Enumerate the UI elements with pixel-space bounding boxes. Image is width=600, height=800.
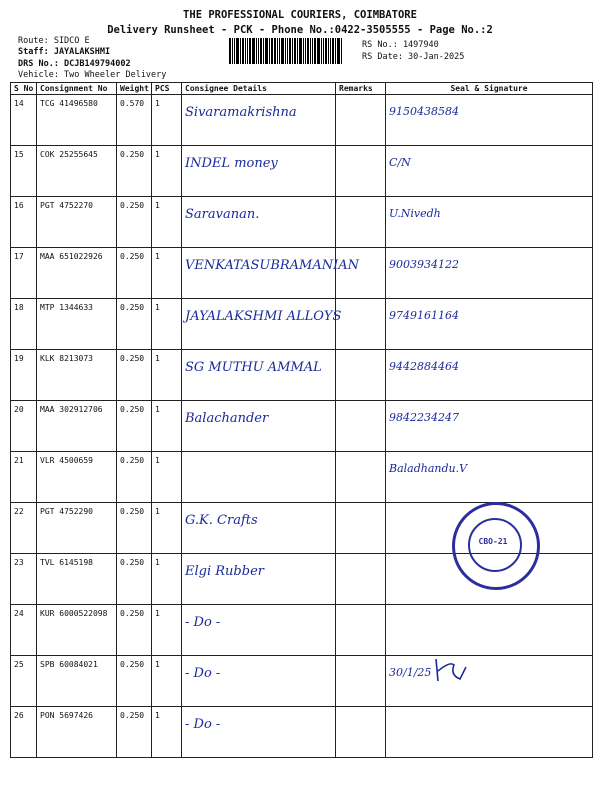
row-sno: 18 xyxy=(11,299,37,350)
vehicle-label: Vehicle: Two Wheeler Delivery xyxy=(18,70,167,80)
barcode xyxy=(229,38,354,64)
row-consignment: MAA 651022926 xyxy=(37,248,117,299)
table-row xyxy=(11,197,593,248)
table-row xyxy=(11,299,593,350)
runsheet-subtitle: Delivery Runsheet - PCK - Phone No.:0422-3505555 - Page No.:2 xyxy=(107,24,493,36)
row-consignee: VENKATASUBRAMANIAN xyxy=(182,248,336,299)
row-sno: 20 xyxy=(11,401,37,452)
row-sno: 17 xyxy=(11,248,37,299)
row-consignee: - Do - xyxy=(182,605,336,656)
row-consignee: Elgi Rubber xyxy=(182,554,336,605)
drs-number: DRS No.: DCJB149794002 xyxy=(18,59,131,69)
row-consignment: MTP 1344633 xyxy=(37,299,117,350)
row-consignment: TVL 6145198 xyxy=(37,554,117,605)
runsheet-table xyxy=(10,82,593,758)
row-pcs: 1 xyxy=(152,554,182,605)
row-remarks xyxy=(336,95,386,146)
row-consignment: SPB 60084021 xyxy=(37,656,117,707)
rs-number: RS No.: 1497940 xyxy=(362,40,439,50)
row-weight: 0.250 xyxy=(117,248,152,299)
table-row xyxy=(11,656,593,707)
row-pcs: 1 xyxy=(152,452,182,503)
table-row xyxy=(11,350,593,401)
row-weight: 0.250 xyxy=(117,197,152,248)
row-pcs: 1 xyxy=(152,503,182,554)
row-weight: 0.250 xyxy=(117,707,152,758)
row-remarks xyxy=(336,350,386,401)
row-sno: 25 xyxy=(11,656,37,707)
row-signature: 9749161164 xyxy=(386,299,593,350)
row-pcs: 1 xyxy=(152,350,182,401)
row-consignee: JAYALAKSHMI ALLOYS xyxy=(182,299,336,350)
row-remarks xyxy=(336,146,386,197)
row-consignment: PGT 4752290 xyxy=(37,503,117,554)
row-weight: 0.250 xyxy=(117,656,152,707)
row-remarks xyxy=(336,248,386,299)
row-sno: 23 xyxy=(11,554,37,605)
row-signature: 9842234247 xyxy=(386,401,593,452)
route-label: Route: SIDCO E xyxy=(18,36,90,46)
row-consignment: KLK 8213073 xyxy=(37,350,117,401)
row-signature: C/N xyxy=(386,146,593,197)
row-pcs: 1 xyxy=(152,197,182,248)
row-weight: 0.250 xyxy=(117,554,152,605)
row-remarks xyxy=(336,656,386,707)
row-weight: 0.250 xyxy=(117,299,152,350)
row-consignee: - Do - xyxy=(182,707,336,758)
row-sno: 24 xyxy=(11,605,37,656)
row-pcs: 1 xyxy=(152,605,182,656)
row-remarks xyxy=(336,707,386,758)
row-pcs: 1 xyxy=(152,95,182,146)
col-consignee: Consignee Details xyxy=(182,83,336,95)
row-signature xyxy=(386,707,593,758)
row-weight: 0.570 xyxy=(117,95,152,146)
row-consignment: PON 5697426 xyxy=(37,707,117,758)
col-sno: S No xyxy=(11,83,37,95)
rs-date: RS Date: 30-Jan-2025 xyxy=(362,52,465,62)
table-row xyxy=(11,95,593,146)
row-weight: 0.250 xyxy=(117,350,152,401)
row-pcs: 1 xyxy=(152,248,182,299)
company-title: THE PROFESSIONAL COURIERS, COIMBATORE xyxy=(183,9,417,21)
row-pcs: 1 xyxy=(152,146,182,197)
col-pcs: PCS xyxy=(152,83,182,95)
row-remarks xyxy=(336,299,386,350)
table-row xyxy=(11,401,593,452)
row-weight: 0.250 xyxy=(117,503,152,554)
row-signature xyxy=(386,605,593,656)
row-weight: 0.250 xyxy=(117,401,152,452)
row-weight: 0.250 xyxy=(117,452,152,503)
row-consignment: MAA 302912706 xyxy=(37,401,117,452)
row-consignee: INDEL money xyxy=(182,146,336,197)
row-signature: U.Nivedh xyxy=(386,197,593,248)
bottom-signature-icon xyxy=(430,655,470,685)
row-remarks xyxy=(336,605,386,656)
row-pcs: 1 xyxy=(152,656,182,707)
row-consignment: VLR 4500659 xyxy=(37,452,117,503)
row-consignee: G.K. Crafts xyxy=(182,503,336,554)
table-header-row xyxy=(11,83,593,95)
row-weight: 0.250 xyxy=(117,146,152,197)
row-consignment: TCG 41496580 xyxy=(37,95,117,146)
row-sno: 21 xyxy=(11,452,37,503)
row-signature: 9150438584 xyxy=(386,95,593,146)
row-signature: 9442884464 xyxy=(386,350,593,401)
row-consignee: - Do - xyxy=(182,656,336,707)
table-row xyxy=(11,707,593,758)
row-pcs: 1 xyxy=(152,401,182,452)
row-sno: 22 xyxy=(11,503,37,554)
row-consignee: Saravanan. xyxy=(182,197,336,248)
row-sno: 14 xyxy=(11,95,37,146)
row-signature: 30/1/25 xyxy=(386,656,593,707)
row-consignment: KUR 6000522098 xyxy=(37,605,117,656)
row-pcs: 1 xyxy=(152,707,182,758)
row-pcs: 1 xyxy=(152,299,182,350)
row-sno: 16 xyxy=(11,197,37,248)
row-consignee: SG MUTHU AMMAL xyxy=(182,350,336,401)
row-consignment: COK 25255645 xyxy=(37,146,117,197)
row-remarks xyxy=(336,503,386,554)
row-remarks xyxy=(336,554,386,605)
col-weight: Weight xyxy=(117,83,152,95)
table-row xyxy=(11,248,593,299)
row-consignee: Balachander xyxy=(182,401,336,452)
row-remarks xyxy=(336,197,386,248)
col-signature: Seal & Signature xyxy=(386,83,593,95)
table-row xyxy=(11,146,593,197)
col-remarks: Remarks xyxy=(336,83,386,95)
row-signature: Baladhandu.V xyxy=(386,452,593,503)
row-consignee: Sivaramakrishna xyxy=(182,95,336,146)
row-remarks xyxy=(336,401,386,452)
table-row xyxy=(11,452,593,503)
staff-label: Staff: JAYALAKSHMI xyxy=(18,47,111,57)
col-consignment: Consignment No xyxy=(37,83,117,95)
row-signature: 9003934122 xyxy=(386,248,593,299)
row-weight: 0.250 xyxy=(117,605,152,656)
row-sno: 26 xyxy=(11,707,37,758)
table-row xyxy=(11,605,593,656)
row-sno: 19 xyxy=(11,350,37,401)
row-consignment: PGT 4752270 xyxy=(37,197,117,248)
row-consignee xyxy=(182,452,336,503)
row-sno: 15 xyxy=(11,146,37,197)
row-remarks xyxy=(336,452,386,503)
seal-code: CBO-21 xyxy=(478,537,508,546)
